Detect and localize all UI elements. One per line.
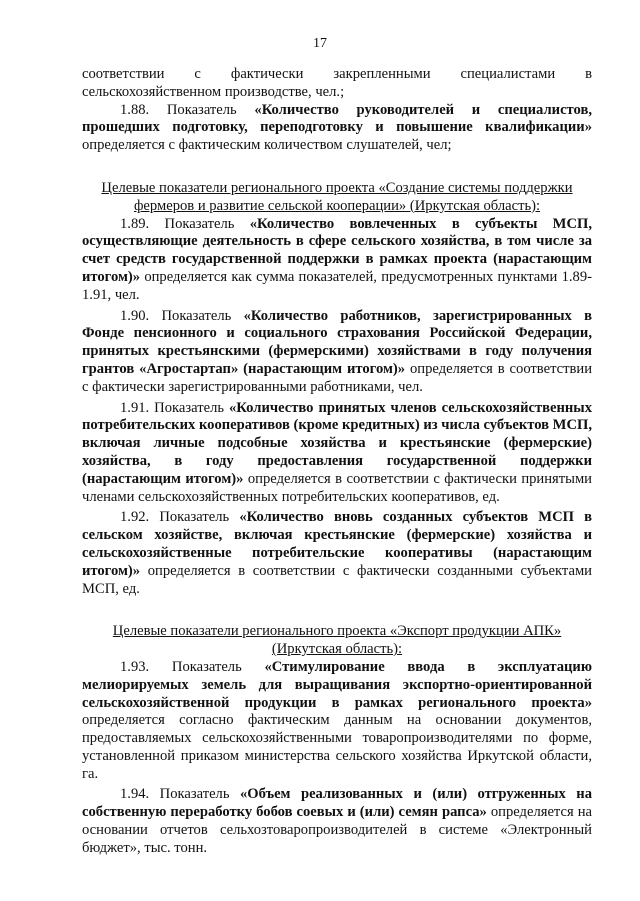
text-run: 1.93. Показатель [120, 658, 265, 675]
indicator-name: «Количество вовлеченных в субъекты МСП, осуществляющие деятельность в сфере сельского хозяйства, в том числе за счет средств государственной поддержки в рамках проекта (нарастающим итогом)» [82, 215, 592, 285]
text-run: 1.89. Показатель [120, 215, 250, 232]
text-run: Целевые показатели регионального проекта «Экспорт продукции АПК» (Иркутская область): [112, 623, 562, 658]
paragraph [82, 659, 592, 784]
indicator-name: «Количество руководителей и специалистов, прошедших подготовку, переподготовку и повышение квалификации» [82, 101, 592, 136]
paragraph [82, 400, 592, 507]
text-run: определяется на основании отчетов сельхозтоваропроизводителей в системе «Электронный бюджет», тыс. тонн. [82, 804, 592, 856]
paragraph [82, 102, 592, 155]
paragraph [82, 308, 592, 397]
text-run: 1.88. Показатель [120, 101, 255, 118]
indicator-name: «Количество принятых членов сельскохозяйственных потребительских кооперативов (кроме кредитных) из числа субъектов МСП, включая личные подсобные хозяйства и крестьянские (фермерские) хозяйства, в году предоставления государственной поддержки (нарастающим итогом)» [82, 399, 593, 487]
text-run: соответствии с фактически закрепленными специалистами в сельскохозяйственном производстве, чел.; [82, 66, 592, 100]
text-run: определяется как сумма показателей, предусмотренных пунктами 1.89-1.91, чел. [82, 268, 592, 303]
paragraph [82, 509, 592, 598]
paragraph [82, 66, 592, 102]
section-heading [82, 623, 592, 659]
text-run: 1.94. Показатель [120, 786, 240, 803]
text-run: определяется в соответствии с фактически зарегистрированными работниками, чел. [82, 360, 593, 395]
text-run: определяется согласно фактическим данным на основании документов, предоставляемых сельскохозяйственными товаропроизводителями по форме, установленной приказом министерства сельского хозяйства Иркутской области, га. [82, 712, 592, 782]
text-run: 1.91. Показатель [120, 399, 229, 416]
paragraph [82, 786, 592, 857]
section-heading [82, 180, 592, 216]
indicator-name: «Стимулирование ввода в эксплуатацию мелиорируемых земель для выращивания экспортно-ориентированной сельскохозяйственной продукции в рамках регионального проекта» [82, 658, 592, 711]
paragraph [82, 216, 592, 305]
indicator-name: «Количество работников, зарегистрированных в Фонде пенсионного и социального страхования Российской Федерации, принятых крестьянскими (фермерскими) хозяйствами в году получения грантов «Агростартап» (нарастающим итогом)» [82, 307, 593, 377]
text-run: определяется в соответствии с фактически созданными субъектами МСП, ед. [82, 562, 592, 597]
document-body [82, 66, 592, 858]
text-run: 1.92. Показатель [120, 509, 240, 526]
indicator-name: «Количество вновь созданных субъектов МСП в сельском хозяйстве, включая крестьянские (фермерские) хозяйства и сельскохозяйственные потребительские кооперативы (нарастающим итогом)» [82, 509, 592, 579]
text-run: 1.90. Показатель [120, 307, 244, 324]
text-run: Целевые показатели регионального проекта «Создание системы поддержки фермеров и развитие сельской кооперации» (Иркутская область): [101, 179, 573, 214]
text-run: определяется с фактическим количеством слушателей, чел; [82, 137, 452, 154]
text-run: определяется в соответствии с фактически принятыми членами сельскохозяйственных потребительских кооперативов, ед. [82, 470, 592, 505]
page-number: 17 [313, 36, 327, 51]
indicator-name: «Объем реализованных и (или) отгруженных на собственную переработку бобов соевых и (или) семян рапса» [82, 786, 593, 821]
